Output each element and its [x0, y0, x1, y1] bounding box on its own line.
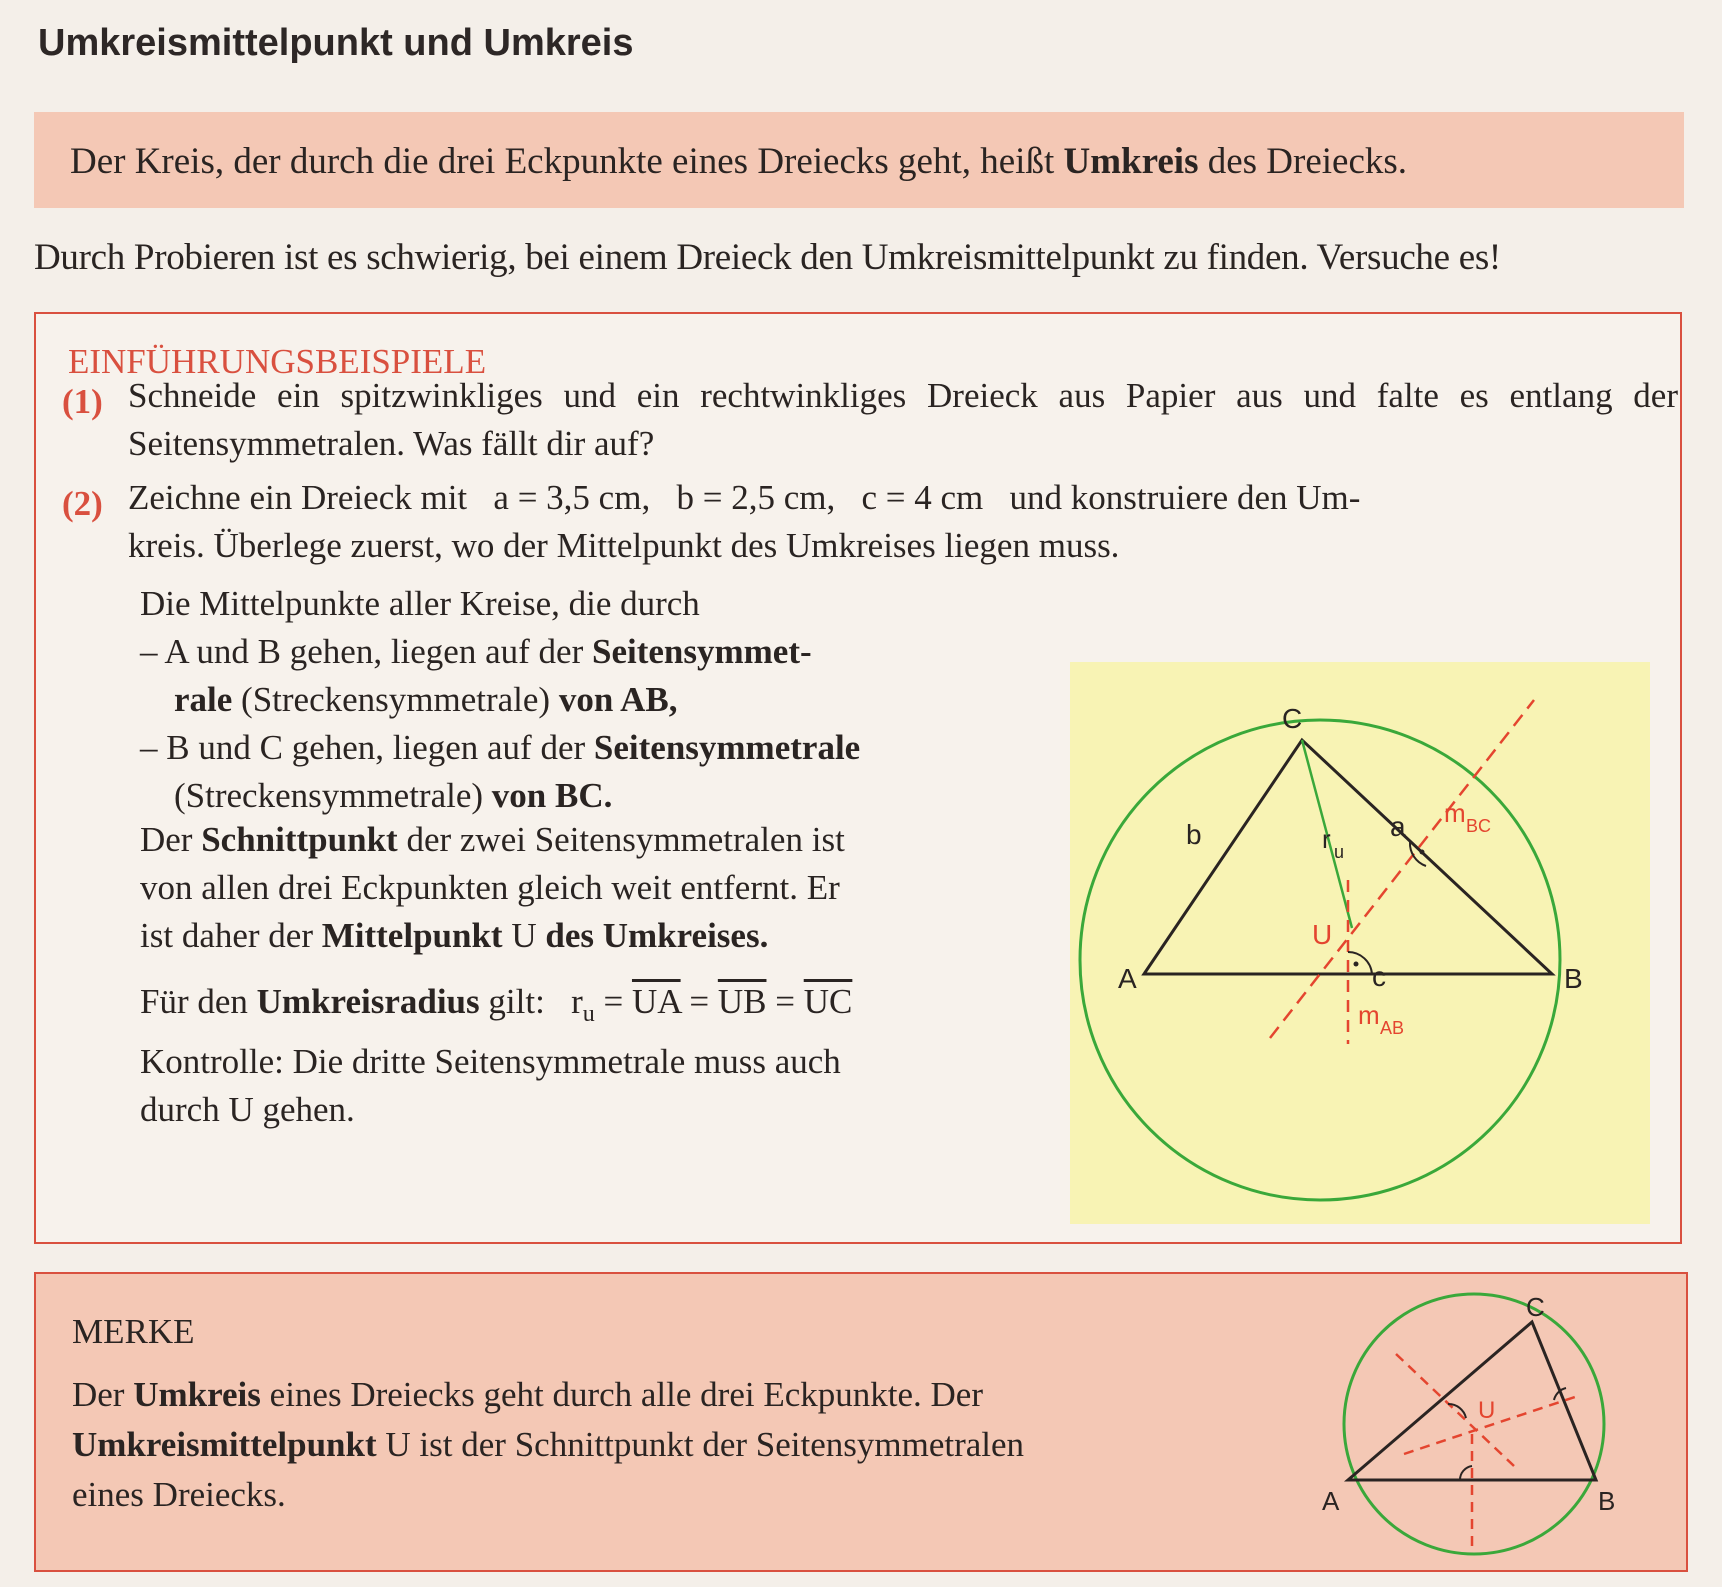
merke-bisector-ac	[1396, 1354, 1514, 1466]
merke-right-angle-2	[1460, 1466, 1472, 1480]
item-2-text: Zeichne ein Dreieck mit a = 3,5 cm, b = 2,5 cm, c = 4 cm und konstruiere den Um- kreis. Überlege zuerst, wo der Mittelpunkt des Umkreises liegen muss.	[128, 478, 1361, 565]
explanation-block: Die Mittelpunkte aller Kreise, die durch – A und B gehen, liegen auf der Seitensymmet- rale (Streckensymmetrale) von AB, – B und C gehen, liegen auf der Seitensymmetrale (Streckensymmetrale) von BC.	[140, 584, 861, 815]
label-side-a: a	[1390, 811, 1406, 842]
label-mbc: m	[1444, 798, 1466, 828]
intro-text: Durch Probieren ist es schwierig, bei einem Dreieck den Umkreismittelpunkt zu finden. Versuche es!	[34, 237, 1501, 278]
examples-heading: EINFÜHRUNGSBEISPIELE	[68, 342, 487, 381]
bisector-bc	[1270, 700, 1534, 1038]
merke-heading: MERKE	[72, 1312, 195, 1351]
merke-figure	[1322, 1284, 1666, 1564]
merke-text: Der Umkreis eines Dreiecks geht durch alle drei Eckpunkte. Der Umkreismittelpunkt U ist der Schnittpunkt der Seitensymmetralen eines Dreiecks.	[72, 1375, 1025, 1514]
label-a-point: A	[1118, 963, 1137, 994]
definition-box	[34, 112, 1684, 208]
item-1-text: Schneide ein spitzwinkliges und ein rechtwinkliges Dreieck aus Papier aus und falte es entlang der Seitensymmetralen. Was fällt dir auf?	[128, 376, 1678, 463]
triangle-abc	[1144, 740, 1552, 974]
merke-box	[34, 1272, 1688, 1572]
schnittpunkt-block: Der Schnittpunkt der zwei Seitensymmetralen ist von allen drei Eckpunkten gleich weit entfernt. Er ist daher der Mittelpunkt U des Umkreises.	[140, 820, 845, 955]
label-radius-sub: u	[1334, 842, 1345, 862]
label-mab: m	[1358, 1000, 1380, 1030]
item-1-number: (1)	[62, 382, 103, 421]
merke-label-c: C	[1526, 1292, 1545, 1322]
page-title: Umkreismittelpunkt und Umkreis	[38, 22, 634, 64]
label-u-point: U	[1312, 919, 1333, 950]
right-angle-ab	[1348, 952, 1372, 974]
label-side-b: b	[1186, 819, 1202, 850]
examples-box	[34, 312, 1682, 1244]
item-2-number: (2)	[62, 484, 103, 523]
right-angle-dot-ab	[1354, 962, 1359, 967]
radius-block: Für den Umkreisradius gilt: $r_u = \overline{UA} = \overline{UB} = \overline{UC}$ Kontrolle: Die dritte Seitensymmetrale muss auch durch U gehen.	[140, 982, 853, 1129]
definition-text: Der Kreis, der durch die drei Eckpunkte eines Dreiecks geht, heißt Umkreis des Dreiecks.	[70, 141, 1408, 182]
figure-panel	[1070, 662, 1650, 1224]
right-angle-dot-bc	[1420, 850, 1425, 855]
label-b-point: B	[1564, 963, 1583, 994]
label-mab-sub: AB	[1380, 1018, 1405, 1038]
merke-label-u: U	[1478, 1397, 1496, 1424]
merke-label-b: B	[1598, 1486, 1616, 1516]
merke-label-a: A	[1322, 1486, 1340, 1516]
label-radius: r	[1322, 824, 1331, 854]
merke-circumcircle	[1344, 1294, 1604, 1554]
label-side-c: c	[1372, 961, 1386, 992]
label-c-point: C	[1282, 703, 1303, 734]
label-mbc-sub: BC	[1466, 816, 1492, 836]
circumcircle-figure	[1070, 662, 1650, 1224]
